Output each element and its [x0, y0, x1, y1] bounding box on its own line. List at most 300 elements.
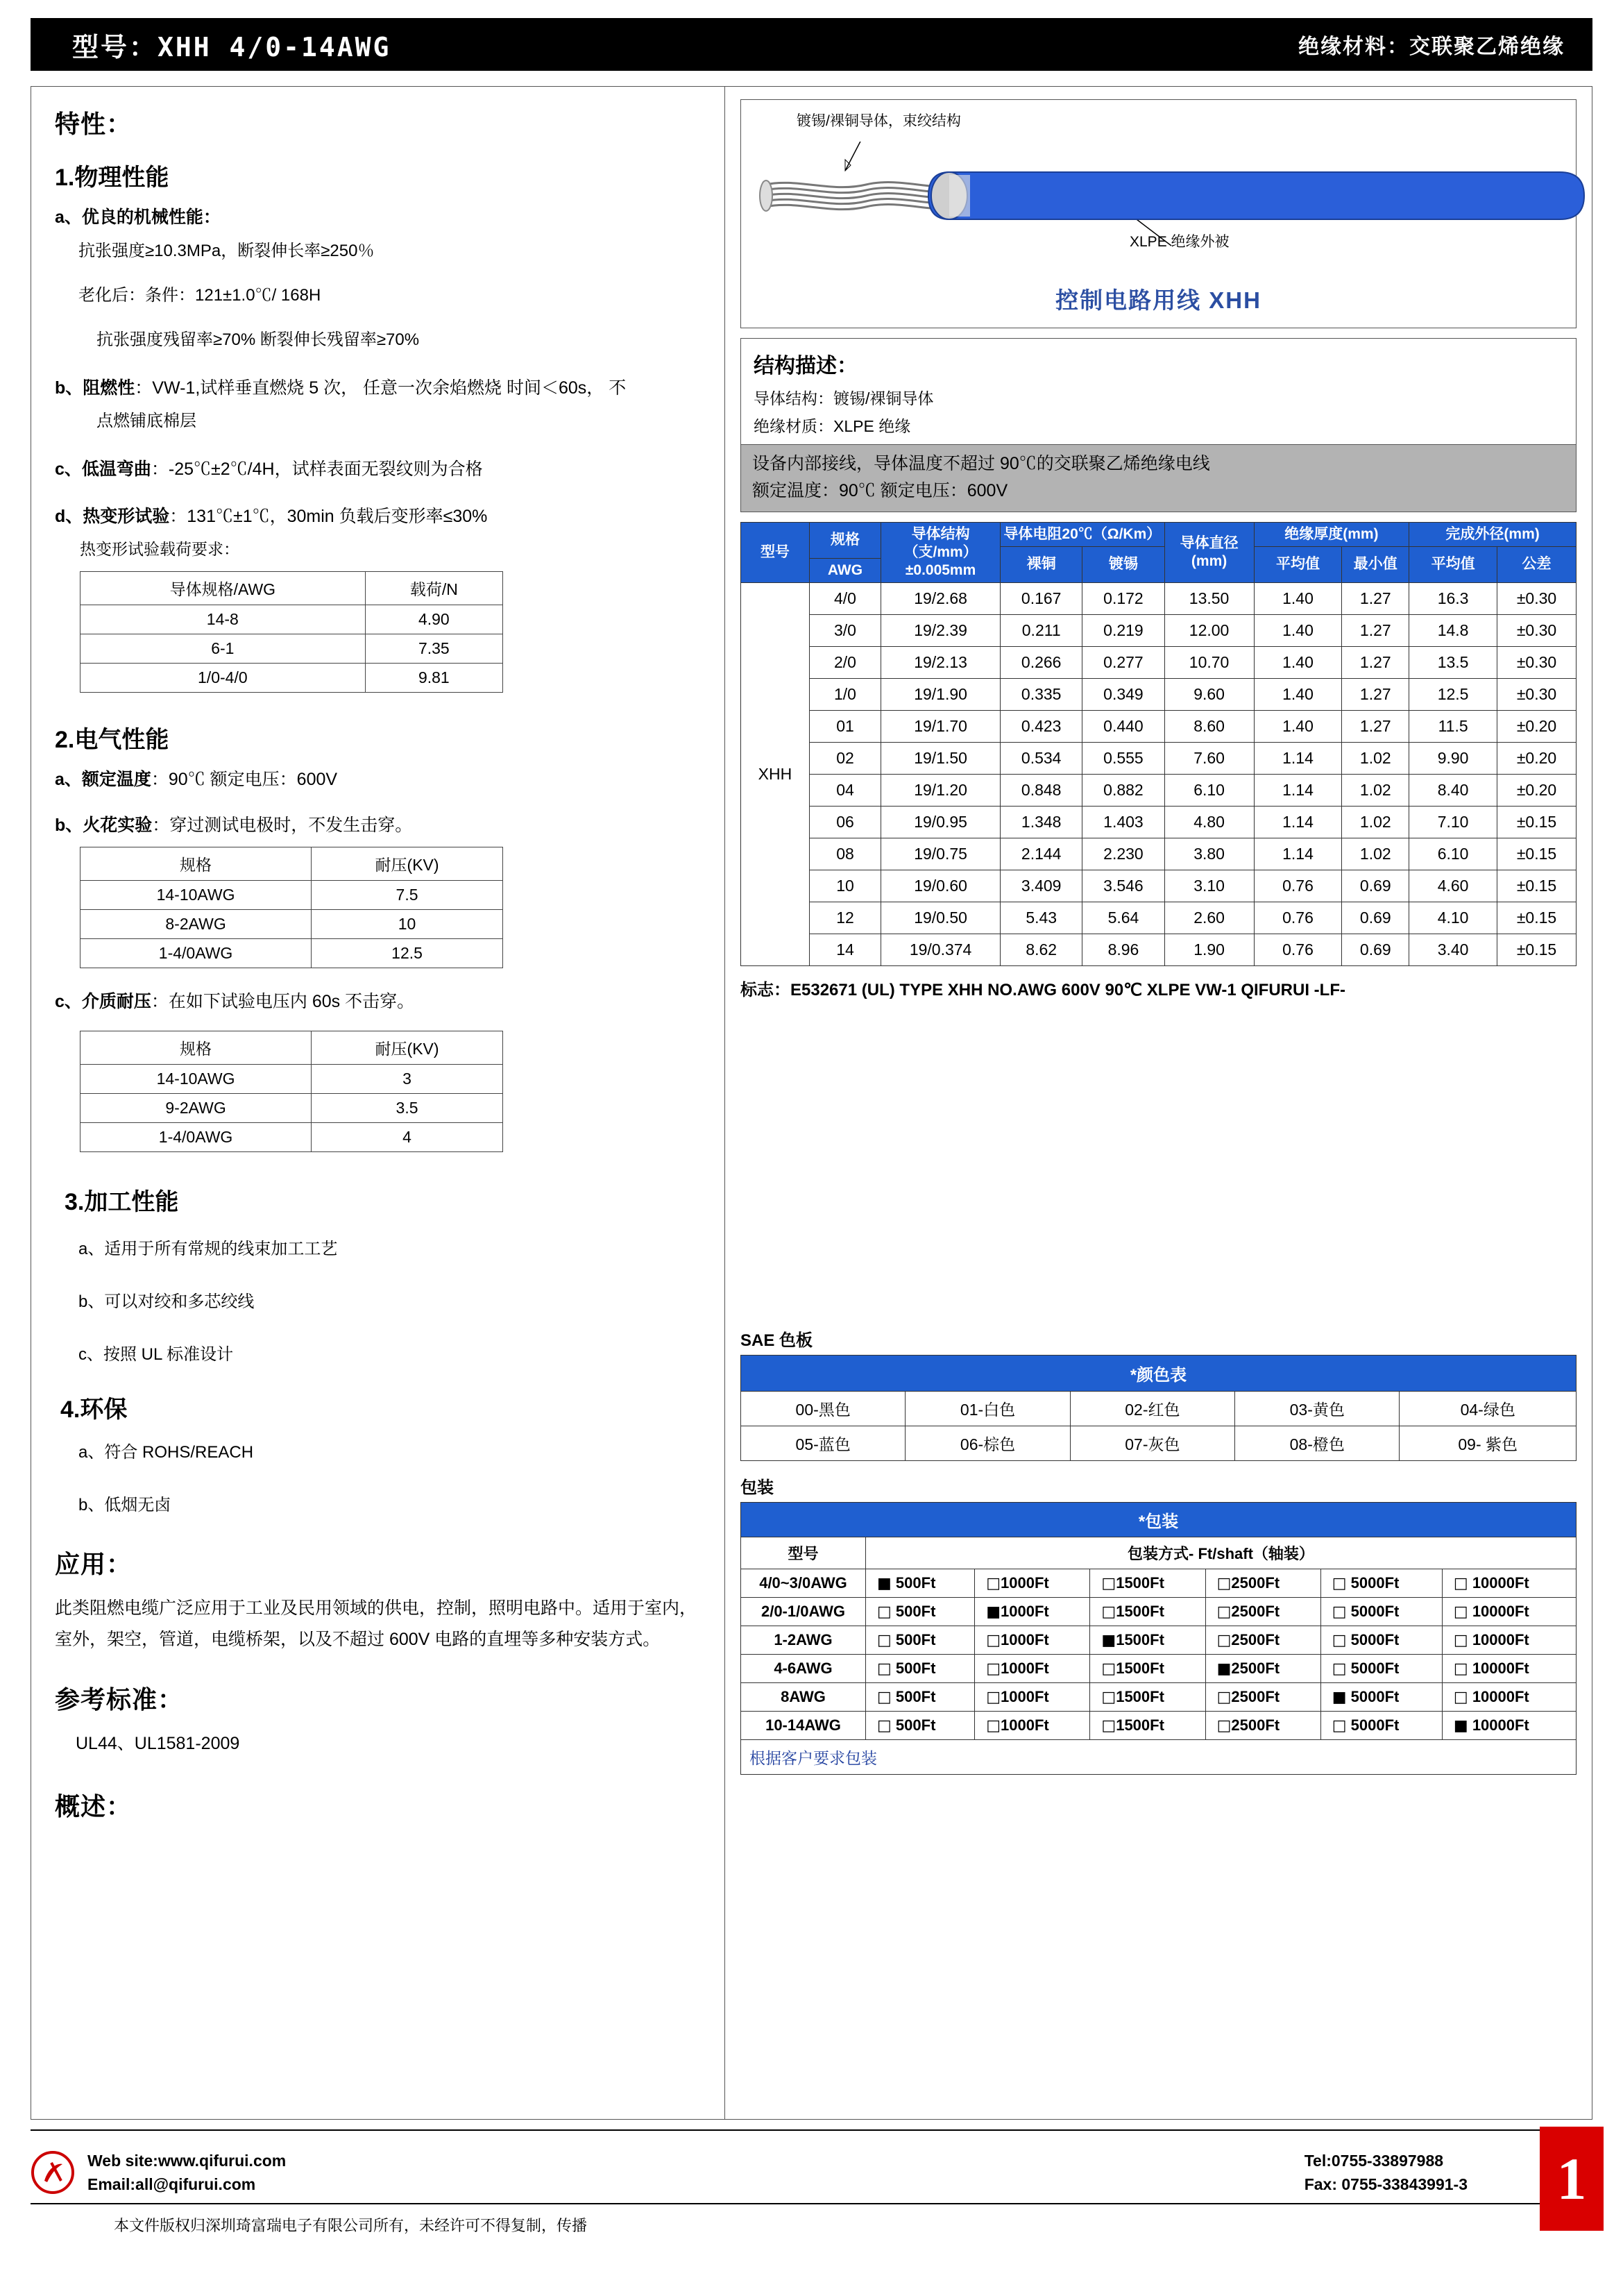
- col-header-thickness: 绝缘厚度(mm): [1254, 522, 1409, 546]
- pack-row-model: 1-2AWG: [741, 1626, 866, 1655]
- left-column: [31, 87, 725, 2119]
- col-header: 耐压(KV): [312, 1031, 503, 1064]
- sae-banner: *颜色表: [741, 1356, 1577, 1392]
- pack-option[interactable]: [1320, 1598, 1442, 1626]
- structure-note-line1: 设备内部接线，导体温度不超过 90℃的交联聚乙烯绝缘电线: [752, 454, 1210, 473]
- cell: 05-蓝色: [741, 1426, 906, 1461]
- footer-web-block: [87, 2149, 286, 2197]
- checkbox-icon[interactable]: □: [1216, 1632, 1232, 1650]
- checkbox-icon[interactable]: ■: [877, 1575, 892, 1593]
- checkbox-icon[interactable]: □: [1453, 1660, 1468, 1678]
- cell: 10: [312, 910, 503, 939]
- checkbox-icon[interactable]: □: [1453, 1689, 1468, 1707]
- pack-option[interactable]: [1442, 1683, 1576, 1712]
- col-header-thickness-min: 最小值: [1342, 546, 1409, 583]
- table-row: [80, 1093, 503, 1122]
- pack-option-label: 1000Ft: [1001, 1603, 1049, 1621]
- cell: 02: [809, 743, 881, 775]
- spec-table-body: [741, 583, 1577, 966]
- footer-website[interactable]: Web site:www.qifurui.com: [87, 2151, 287, 2170]
- checkbox-icon[interactable]: □: [1101, 1575, 1116, 1593]
- cell: 0.440: [1082, 711, 1164, 743]
- cell: 01-白色: [906, 1392, 1070, 1426]
- checkbox-icon[interactable]: ■: [986, 1603, 1001, 1621]
- col-header-outer-tol: 公差: [1497, 546, 1577, 583]
- cell: ±0.30: [1497, 583, 1577, 615]
- table-row: [741, 1712, 1577, 1740]
- cell: 0.76: [1254, 870, 1342, 902]
- pack-row-model: 2/0-1/0AWG: [741, 1598, 866, 1626]
- checkbox-icon[interactable]: □: [1453, 1575, 1468, 1593]
- cell: 14-10AWG: [80, 881, 312, 910]
- pack-option[interactable]: [1442, 1712, 1576, 1740]
- cell: 3: [312, 1064, 503, 1093]
- checkbox-icon[interactable]: ■: [1101, 1632, 1116, 1650]
- checkbox-icon[interactable]: □: [1101, 1603, 1116, 1621]
- checkbox-icon[interactable]: □: [986, 1575, 1001, 1593]
- physical-d: [55, 504, 705, 530]
- pack-option-label: 1500Ft: [1116, 1574, 1164, 1592]
- cell: 19/0.95: [881, 807, 1001, 838]
- table-row: [741, 1598, 1577, 1626]
- pack-option[interactable]: [1090, 1626, 1205, 1655]
- section-processing-title: 3.加工性能: [65, 1188, 179, 1215]
- col-header-model: 型号: [741, 522, 810, 583]
- cell: 16.3: [1409, 583, 1497, 615]
- pack-option-label: 1000Ft: [1001, 1574, 1049, 1592]
- table-row: [80, 605, 503, 634]
- cable-diagram-icon: [741, 142, 1601, 267]
- physical-d-label: d、热变形试验: [55, 506, 170, 526]
- table-row: [80, 572, 503, 605]
- table-row: [80, 1122, 503, 1151]
- section-electrical-title: 2.电气性能: [55, 727, 169, 754]
- checkbox-icon[interactable]: □: [986, 1689, 1001, 1707]
- checkbox-icon[interactable]: □: [1216, 1603, 1232, 1621]
- cell: 9.81: [365, 664, 502, 693]
- cell: 3.409: [1001, 870, 1082, 902]
- checkbox-icon[interactable]: □: [986, 1717, 1001, 1735]
- application-title: 应用：: [55, 1549, 133, 1578]
- cell: 03-黄色: [1235, 1392, 1400, 1426]
- pack-option[interactable]: [1090, 1712, 1205, 1740]
- pack-option-label: 10000Ft: [1472, 1716, 1529, 1734]
- sae-color-table: [740, 1355, 1577, 1461]
- pack-option-label: 1500Ft: [1116, 1716, 1164, 1734]
- pack-option-label: 1500Ft: [1116, 1603, 1164, 1621]
- electrical-c-label: c、介质耐压: [55, 992, 151, 1012]
- cell: 8.96: [1082, 934, 1164, 966]
- cell: 1.40: [1254, 647, 1342, 679]
- table-row: [741, 1537, 1577, 1569]
- cell: 14-8: [80, 605, 366, 634]
- pack-row-model: 8AWG: [741, 1683, 866, 1712]
- table-row: [80, 664, 503, 693]
- cell: 0.69: [1342, 934, 1409, 966]
- pack-row-model: 4/0~3/0AWG: [741, 1569, 866, 1598]
- cell: 2/0: [809, 647, 881, 679]
- physical-c-label: c、低温弯曲: [55, 459, 151, 479]
- cell: 6.10: [1409, 838, 1497, 870]
- footer-content: [31, 2131, 1592, 2203]
- pack-row-model: 4-6AWG: [741, 1655, 866, 1683]
- cell: 12: [809, 902, 881, 934]
- pack-option[interactable]: [1205, 1626, 1320, 1655]
- table-row: [741, 522, 1577, 546]
- cell: 19/1.50: [881, 743, 1001, 775]
- cell: 8.62: [1001, 934, 1082, 966]
- cell: 0.423: [1001, 711, 1082, 743]
- cell: 04: [809, 775, 881, 807]
- cell: 11.5: [1409, 711, 1497, 743]
- page-header: [31, 18, 1592, 71]
- col-header: 规格: [80, 1031, 312, 1064]
- figure-callout-insulation: XLPE 绝缘外被: [1130, 234, 1230, 250]
- pack-option-label: 2500Ft: [1231, 1574, 1280, 1592]
- cell: 8.60: [1164, 711, 1254, 743]
- figure-caption: 控制电路用线 XHH: [1055, 287, 1261, 313]
- pack-option-label: 5000Ft: [1350, 1660, 1400, 1678]
- cell: 9-2AWG: [80, 1093, 312, 1122]
- cell: 2.230: [1082, 838, 1164, 870]
- pack-option[interactable]: [1090, 1598, 1205, 1626]
- cell: 3.546: [1082, 870, 1164, 902]
- pack-option[interactable]: [866, 1598, 975, 1626]
- cell: 1.02: [1342, 775, 1409, 807]
- cell: 14-10AWG: [80, 1064, 312, 1093]
- packaging-title: 包装: [740, 1478, 774, 1498]
- col-header-awg: 规格: [809, 522, 881, 559]
- table-deformation-load: [80, 571, 503, 693]
- pack-option-label: 5000Ft: [1350, 1574, 1400, 1592]
- checkbox-icon[interactable]: □: [1101, 1660, 1116, 1678]
- physical-a-line2: 老化后：条件：121±1.0℃/ 168H: [78, 285, 321, 305]
- structure-note-line2: 额定温度：90℃ 额定电压：600V: [752, 480, 1008, 500]
- specification-table: [740, 522, 1577, 967]
- col-header-resistance-tin: 镀锡: [1082, 546, 1164, 583]
- pack-option[interactable]: [975, 1569, 1090, 1598]
- cell: 8-2AWG: [80, 910, 312, 939]
- cell: 19/1.20: [881, 775, 1001, 807]
- pack-option[interactable]: [866, 1626, 975, 1655]
- cell: 0.167: [1001, 583, 1082, 615]
- cell: 13.5: [1409, 647, 1497, 679]
- packaging-banner: *包装: [741, 1503, 1577, 1537]
- cell: 4.60: [1409, 870, 1497, 902]
- table-row: [741, 1503, 1577, 1537]
- pack-option-label: 1500Ft: [1116, 1660, 1164, 1678]
- footer-phone-block: [1305, 2149, 1468, 2197]
- cell: 08-橙色: [1235, 1426, 1400, 1461]
- pack-option[interactable]: [975, 1626, 1090, 1655]
- table-row: [741, 807, 1577, 838]
- structure-note: [740, 445, 1577, 512]
- application-text: 此类阻燃电缆广泛应用于工业及民用领域的供电，控制，照明电路中。适用于室内，室外，架空，管道，电缆桥架，以及不超过 600V 电路的直埋等多种安装方式。: [55, 1598, 697, 1649]
- pack-option-label: 2500Ft: [1231, 1603, 1280, 1621]
- footer-copyright: 本文件版权归深圳琦富瑞电子有限公司所有，未经许可不得复制，传播: [114, 2217, 588, 2234]
- checkbox-icon[interactable]: □: [1332, 1632, 1347, 1650]
- cell: 0.848: [1001, 775, 1082, 807]
- cell: 0.219: [1082, 615, 1164, 647]
- col-header-resistance: 导体电阻20℃（Ω/Km）: [1001, 522, 1165, 546]
- checkbox-icon[interactable]: □: [877, 1717, 892, 1735]
- pack-option-label: 500Ft: [895, 1660, 936, 1678]
- pack-option-label: 2500Ft: [1231, 1660, 1280, 1678]
- cell: 4.80: [1164, 807, 1254, 838]
- col-header-outer-avg: 平均值: [1409, 546, 1497, 583]
- table-row: [741, 902, 1577, 934]
- cell: 12.00: [1164, 615, 1254, 647]
- pack-option[interactable]: [866, 1712, 975, 1740]
- cell: ±0.15: [1497, 807, 1577, 838]
- checkbox-icon[interactable]: □: [986, 1660, 1001, 1678]
- checkbox-icon[interactable]: □: [877, 1632, 892, 1650]
- footer-tel: Tel:0755-33897988: [1304, 2151, 1444, 2170]
- table-row: [741, 1356, 1577, 1392]
- table-row: [80, 910, 503, 939]
- checkbox-icon[interactable]: □: [986, 1632, 1001, 1650]
- pack-option-label: 1000Ft: [1001, 1631, 1049, 1649]
- table-row: [741, 1392, 1577, 1426]
- pack-option[interactable]: [975, 1683, 1090, 1712]
- pack-option[interactable]: [1205, 1683, 1320, 1712]
- cell: 1.40: [1254, 711, 1342, 743]
- pack-option-label: 500Ft: [895, 1688, 936, 1706]
- table-row: [80, 1031, 503, 1064]
- table-row: [741, 743, 1577, 775]
- cell: 1/0: [809, 679, 881, 711]
- cell: ±0.30: [1497, 679, 1577, 711]
- checkbox-icon[interactable]: □: [1453, 1632, 1468, 1650]
- pack-option[interactable]: [1442, 1655, 1576, 1683]
- cell: 1-4/0AWG: [80, 939, 312, 968]
- checkbox-icon[interactable]: □: [1332, 1603, 1347, 1621]
- footer-email[interactable]: Email:all@qifurui.com: [87, 2175, 256, 2193]
- cell: 0.335: [1001, 679, 1082, 711]
- checkbox-icon[interactable]: ■: [1332, 1689, 1347, 1707]
- pack-option[interactable]: [866, 1655, 975, 1683]
- pack-option[interactable]: [1320, 1626, 1442, 1655]
- checkbox-icon[interactable]: □: [1453, 1603, 1468, 1621]
- pack-option[interactable]: [1090, 1683, 1205, 1712]
- pack-option[interactable]: [866, 1569, 975, 1598]
- page-number: 1: [1540, 2127, 1604, 2231]
- pack-option[interactable]: [1205, 1598, 1320, 1626]
- checkbox-icon[interactable]: □: [877, 1660, 892, 1678]
- table-row: [741, 647, 1577, 679]
- physical-b-label: b、阻燃性: [55, 378, 135, 398]
- cell: 7.35: [365, 634, 502, 664]
- cell: 0.266: [1001, 647, 1082, 679]
- col-header-pack-model: 型号: [741, 1537, 866, 1569]
- checkbox-icon[interactable]: ■: [1453, 1717, 1468, 1735]
- structure-line-conductor: 导体结构：镀锡/裸铜导体: [754, 389, 934, 407]
- cell: 1.02: [1342, 743, 1409, 775]
- environment-a: a、符合 ROHS/REACH: [78, 1442, 254, 1462]
- cell: 4: [312, 1122, 503, 1151]
- pack-option-label: 5000Ft: [1350, 1631, 1400, 1649]
- pack-option[interactable]: [1090, 1655, 1205, 1683]
- col-header-awg-unit: AWG: [809, 559, 881, 583]
- checkbox-icon[interactable]: □: [1216, 1689, 1232, 1707]
- cell: 1.27: [1342, 615, 1409, 647]
- cell: 2.60: [1164, 902, 1254, 934]
- cell: ±0.30: [1497, 647, 1577, 679]
- cell: 10: [809, 870, 881, 902]
- pack-option-label: 10000Ft: [1472, 1660, 1529, 1678]
- processing-a: a、适用于所有常规的线束加工工艺: [78, 1239, 338, 1258]
- cell: 19/1.90: [881, 679, 1001, 711]
- cell: ±0.15: [1497, 870, 1577, 902]
- cell: 19/0.50: [881, 902, 1001, 934]
- electrical-b-label: b、火花实验: [55, 815, 153, 835]
- pack-option[interactable]: [1442, 1569, 1576, 1598]
- cell: 3/0: [809, 615, 881, 647]
- pack-option-label: 500Ft: [895, 1574, 936, 1592]
- pack-option[interactable]: [1320, 1683, 1442, 1712]
- cell: 7.10: [1409, 807, 1497, 838]
- cell: 14: [809, 934, 881, 966]
- cell: 3.80: [1164, 838, 1254, 870]
- features-title: 特性：: [55, 110, 133, 138]
- cell: ±0.15: [1497, 838, 1577, 870]
- pack-option-label: 1000Ft: [1001, 1716, 1049, 1734]
- pack-option-label: 2500Ft: [1231, 1631, 1280, 1649]
- cell: 1.40: [1254, 679, 1342, 711]
- physical-a-label: a、优良的机械性能：: [55, 208, 221, 227]
- physical-b-text2: 点燃铺底棉层: [96, 412, 196, 430]
- cell: ±0.15: [1497, 902, 1577, 934]
- table-row: [80, 634, 503, 664]
- cell: 1.40: [1254, 615, 1342, 647]
- table-row: [80, 1064, 503, 1093]
- pack-option[interactable]: [975, 1598, 1090, 1626]
- environment-b: b、低烟无卤: [78, 1495, 171, 1514]
- body-frame: [31, 86, 1592, 2120]
- cell: 1.27: [1342, 679, 1409, 711]
- table-row: [741, 1655, 1577, 1683]
- cell: 1.403: [1082, 807, 1164, 838]
- right-column: [725, 87, 1592, 2119]
- pack-option-label: 500Ft: [895, 1716, 936, 1734]
- cell: 0.211: [1001, 615, 1082, 647]
- checkbox-icon[interactable]: □: [1101, 1717, 1116, 1735]
- table-row: [80, 881, 503, 910]
- cell: 01: [809, 711, 881, 743]
- cell: 06: [809, 807, 881, 838]
- reference-title: 参考标准：: [55, 1685, 184, 1714]
- checkbox-icon[interactable]: □: [877, 1603, 892, 1621]
- col-header: 载荷/N: [365, 572, 502, 605]
- pack-option-label: 10000Ft: [1472, 1631, 1529, 1649]
- table-row: [741, 838, 1577, 870]
- electrical-a: [55, 767, 705, 793]
- cell: 06-棕色: [906, 1426, 1070, 1461]
- sae-title: SAE 色板: [740, 1331, 813, 1351]
- pack-option-label: 5000Ft: [1350, 1603, 1400, 1621]
- table-row: [741, 934, 1577, 966]
- checkbox-icon[interactable]: □: [1332, 1717, 1347, 1735]
- checkbox-icon[interactable]: □: [1332, 1575, 1347, 1593]
- checkbox-icon[interactable]: □: [1101, 1689, 1116, 1707]
- checkbox-icon[interactable]: □: [1216, 1717, 1232, 1735]
- cell: 19/0.60: [881, 870, 1001, 902]
- pack-option[interactable]: [1320, 1655, 1442, 1683]
- cell: 14.8: [1409, 615, 1497, 647]
- cell: 1-4/0AWG: [80, 1122, 312, 1151]
- pack-option[interactable]: [1205, 1712, 1320, 1740]
- cell: ±0.20: [1497, 743, 1577, 775]
- pack-option[interactable]: [1442, 1626, 1576, 1655]
- electrical-a-text: ：90℃ 额定电压：600V: [151, 770, 338, 790]
- pack-option-label: 5000Ft: [1350, 1716, 1400, 1734]
- cell: ±0.20: [1497, 711, 1577, 743]
- packaging-table: [740, 1502, 1577, 1740]
- pack-option[interactable]: [975, 1655, 1090, 1683]
- packaging-note: 根据客户要求包装: [740, 1740, 1577, 1775]
- col-header: 导体规格/AWG: [80, 572, 366, 605]
- cell: 1.14: [1254, 838, 1342, 870]
- cell: 1.90: [1164, 934, 1254, 966]
- pack-option[interactable]: [975, 1712, 1090, 1740]
- table-row: [741, 1626, 1577, 1655]
- pack-option[interactable]: [1320, 1569, 1442, 1598]
- pack-option-label: 500Ft: [895, 1603, 936, 1621]
- pack-option[interactable]: [1320, 1712, 1442, 1740]
- cell: 19/0.75: [881, 838, 1001, 870]
- structure-line-insulation: 绝缘材质：XLPE 绝缘: [754, 417, 911, 435]
- cell: 1.02: [1342, 838, 1409, 870]
- cell: 0.277: [1082, 647, 1164, 679]
- physical-c: [55, 457, 705, 483]
- pack-option[interactable]: [1090, 1569, 1205, 1598]
- cell: ±0.30: [1497, 615, 1577, 647]
- physical-b-text: ：VW-1,试样垂直燃烧 5 次， 任意一次余焰燃烧 时间＜60s， 不: [135, 378, 627, 398]
- marking-prefix: 标志：: [740, 981, 790, 1000]
- cell: 1.348: [1001, 807, 1082, 838]
- header-insulation: 绝缘材料：交联聚乙烯绝缘: [1298, 35, 1565, 58]
- checkbox-icon[interactable]: ■: [1216, 1660, 1232, 1678]
- checkbox-icon[interactable]: □: [1332, 1660, 1347, 1678]
- col-header-structure: 导体结构（支/mm）±0.005mm: [881, 522, 1001, 583]
- table-spark-test: [80, 847, 503, 968]
- cell: 5.64: [1082, 902, 1164, 934]
- cell: 19/0.374: [881, 934, 1001, 966]
- cell: 4.10: [1409, 902, 1497, 934]
- cell: 2.144: [1001, 838, 1082, 870]
- table-row: [741, 615, 1577, 647]
- pack-option[interactable]: [866, 1683, 975, 1712]
- company-logo-icon: [31, 2150, 75, 2195]
- pack-option[interactable]: [1205, 1655, 1320, 1683]
- section-physical-title: 1.物理性能: [55, 164, 169, 191]
- pack-option-label: 1000Ft: [1001, 1660, 1049, 1678]
- electrical-c-text: ：在如下试验电压内 60s 不击穿。: [151, 992, 415, 1012]
- table-row: [741, 679, 1577, 711]
- pack-option[interactable]: [1442, 1598, 1576, 1626]
- checkbox-icon[interactable]: □: [877, 1689, 892, 1707]
- checkbox-icon[interactable]: □: [1216, 1575, 1232, 1593]
- cell: 1.02: [1342, 807, 1409, 838]
- pack-option-label: 10000Ft: [1472, 1603, 1529, 1621]
- pack-option[interactable]: [1205, 1569, 1320, 1598]
- cell: 7.60: [1164, 743, 1254, 775]
- marking-line: [740, 976, 1577, 1000]
- cell: 1.40: [1254, 583, 1342, 615]
- cell: 09- 紫色: [1400, 1426, 1577, 1461]
- physical-a-line1: 抗张强度≥10.3MPa，断裂伸长率≥250％: [78, 241, 375, 260]
- cell: 0.76: [1254, 902, 1342, 934]
